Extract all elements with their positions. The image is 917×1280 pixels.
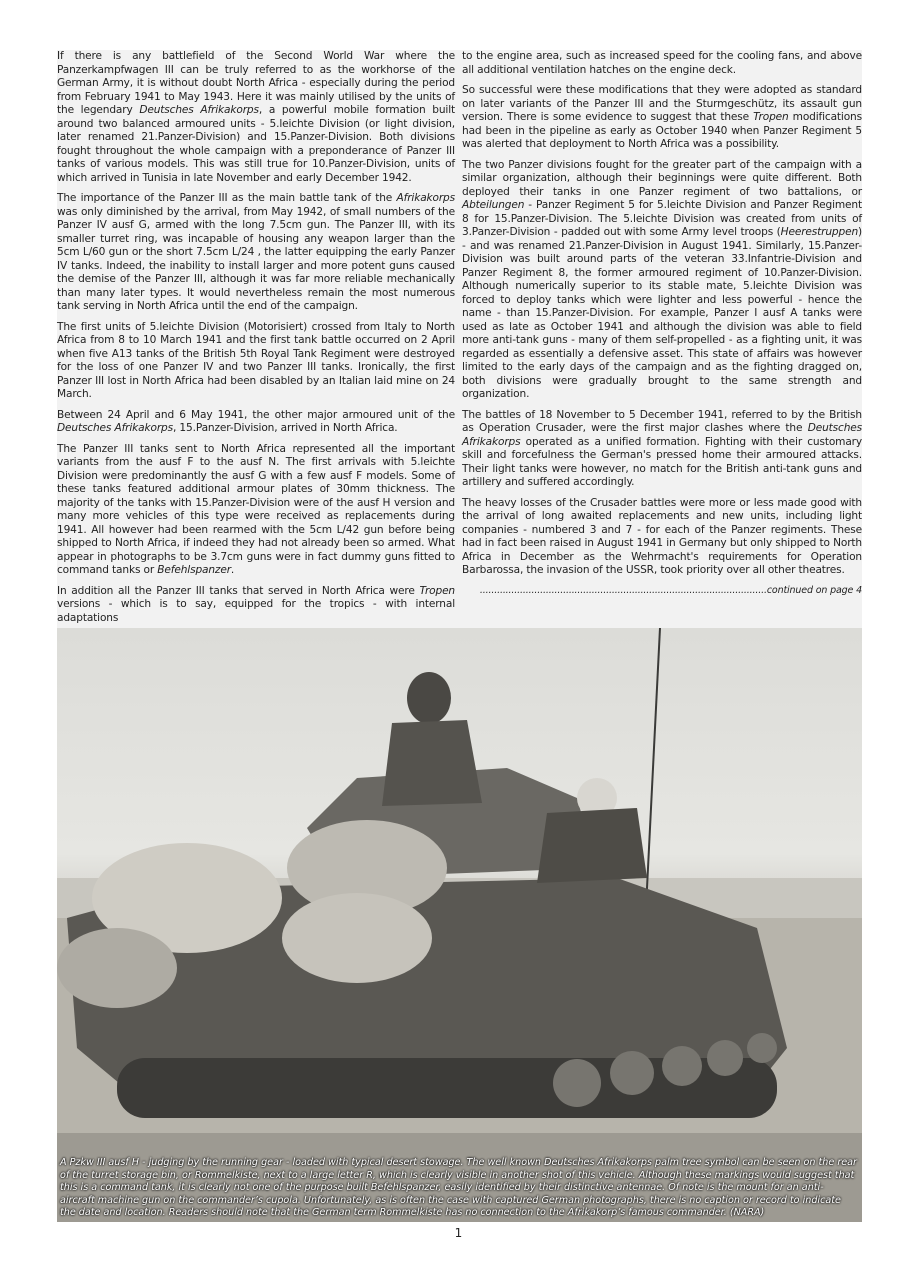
article-paragraph bbox=[57, 409, 455, 436]
italic-term: Abteilungen bbox=[462, 199, 525, 211]
text-run: , 15.Panzer-Division, arrived in North Africa. bbox=[172, 422, 398, 434]
stowage-bundle bbox=[57, 928, 177, 1008]
text-run: In addition all the Panzer III tanks that served in North Africa were bbox=[57, 584, 420, 597]
text-run: The Panzer III tanks sent to North Africa represented all the important variants from the ausf F to the ausf N. The first arrivals with 5.leichte Division were predominantly the ausf G with a few ausf F models. Some of these tanks featured additional armour plates of 30mm thickness. The majority of the tanks with 15.Panzer-Division were of the ausf H version and many more vehicles of this type were received as replacements during 1941. All however had been rearmed with the 5cm L/42 gun before being shipped to North Africa, if indeed they had not already been so armed. What appear in photographs to be 3.7cm guns were in fact dummy guns fitted to command tanks or bbox=[57, 442, 455, 576]
text-run: - Panzer Regiment 5 for 5.leichte Division and Panzer Regiment 8 for 15.Panzer-Division. The 5.leichte Division was created from units of 3.Panzer-Division - padded out with some Army level troops ( bbox=[462, 199, 862, 238]
tank-illustration bbox=[57, 628, 862, 1222]
text-run: to the engine area, such as increased speed for the cooling fans, and above all additional ventilation hatches on the engine deck. bbox=[462, 50, 862, 76]
text-run: operated as a unified formation. Fighting with their customary skill and forcefulness the German's pressed home their armoured attacks. Their light tanks were however, no match for the British anti-tank guns and artillery and suffered accordingly. bbox=[462, 435, 862, 488]
continued-note: ....................................................................................................continued on page 4 bbox=[479, 584, 862, 596]
italic-term: Deutsches Afrikakorps bbox=[462, 422, 862, 448]
italic-term: Befehlspanzer bbox=[157, 564, 231, 576]
right-column bbox=[462, 50, 862, 604]
italic-term: Heerestruppen bbox=[780, 226, 859, 238]
text-run: ) - and was renamed 21.Panzer-Division in August 1941. Similarly, 15.Panzer-Division was built around parts of the veteran 33.Infantrie-Division and Panzer Regiment 8, the former armoured regiment of 10.Panzer-Division. Although numerically superior to its stable mate, 5.leichte Division was forced to deploy tanks which were lighter and less powerful - hence the name - than 15.Panzer-Division. For example, Panzer I ausf A tanks were used as late as October 1941 and although the division was able to field more anti-tank guns - many of them self-propelled - as a fighting unit, it was regarded as essentially a defensive asset. This state of affairs was however limited to the early days of the campaign and as the fighting dragged on, both divisions were gradually brought to the same strength and organization. bbox=[462, 226, 862, 400]
commander-figure bbox=[382, 720, 482, 806]
italic-term: Deutsches Afrikakorps bbox=[57, 422, 173, 434]
text-run: The heavy losses of the Crusader battles were more or less made good with the arrival of long awaited replacements and new units, including light companies - numbered 3 and 7 - for each of the Panzer regiments. These had in fact been raised in August 1941 in Germany but only shipped to North Africa in December as the Wehrmacht's requirements for Operation Barbarossa, the invasion of the USSR, took priority over all other theatres. bbox=[462, 496, 862, 576]
page-number: 1 bbox=[454, 1226, 463, 1240]
article-paragraph bbox=[462, 497, 862, 578]
article-paragraph bbox=[57, 585, 455, 626]
commander-head bbox=[407, 672, 451, 724]
italic-term: Afrikakorps bbox=[396, 192, 455, 204]
crew-figure bbox=[537, 808, 647, 883]
italic-term: Deutsches Afrikakorps bbox=[139, 104, 259, 116]
article-paragraph bbox=[462, 159, 862, 402]
text-run: If there is any battlefield of the Second World War where the Panzerkampfwagen III can be truly referred to as the workhorse of the German Army, it is without doubt North Africa - especially during the period from February 1941 to May 1943. Here it was mainly utilised by the units of the legendary bbox=[57, 50, 455, 116]
article-paragraph bbox=[462, 409, 862, 490]
text-run: The battles of 18 November to 5 December 1941, referred to by the British as Operation Crusader, were the first major clashes where the bbox=[462, 408, 862, 434]
article-paragraph bbox=[462, 84, 862, 152]
photo-caption: A Pzkw III ausf H - judging by the running gear - loaded with typical desert stowage. The well known Deutsches Afrikakorps palm tree symbol can be seen on the rear of the turret storage bin, or Rommelkiste, next to a large letter R, which is clearly visible in another shot of this vehicle. Although these markings would suggest that this is a command tank, it is clearly not one of the purpose built Befehlspanzer, easily identified by their distinctive antennae. Of note is the mount for an anti-aircraft machine gun on the commander’s cupola. Unfortunately, as is often the case with captured German photographs, there is no caption or record to indicate the date and location. Readers should note that the German term Rommelkiste has no connection to the Afrikakorp’s famous commander. (NARA) bbox=[60, 1157, 857, 1219]
text-run: modifications had been in the pipeline as early as October 1940 when Panzer Regiment 5 was alerted that deployment to North Africa was a possibility. bbox=[462, 111, 862, 150]
left-column bbox=[57, 50, 455, 632]
text-run: . bbox=[230, 564, 235, 576]
article-text-block bbox=[57, 50, 862, 628]
text-run: So successful were these modifications that they were adopted as standard on later variants of the Panzer III and the Sturmgeschütz, its assault gun version. There is some evidence to suggest that these bbox=[462, 84, 862, 123]
italic-term: Tropen bbox=[419, 584, 455, 597]
stowage-bundle bbox=[282, 893, 432, 983]
text-run: The importance of the Panzer III as the main battle tank of the bbox=[57, 192, 397, 204]
article-paragraph bbox=[57, 192, 455, 314]
text-run: versions - which is to say, equipped for the tropics - with internal adaptations bbox=[57, 598, 455, 624]
article-paragraph bbox=[57, 443, 455, 578]
text-run: was only diminished by the arrival, from May 1942, of small numbers of the Panzer IV ausf G, armed with the long 7.5cm gun. The Panzer III, with its smaller turret ring, was incapable of housing any weapon larger than the 5cm L/60 gun or the short 7.5cm L/24 , the latter equipping the early Panzer IV tanks. Indeed, the inability to install larger and more potent guns caused the demise of the Panzer III, although it was far more reliable mechanically than many later types. It would nevertheless remain the most numerous tank serving in North Africa until the end of the campaign. bbox=[57, 205, 455, 312]
text-run: The two Panzer divisions fought for the greater part of the campaign with a similar organization, although their beginnings were quite different. Both deployed their tanks in one Panzer regiment of two battalions, or bbox=[462, 158, 862, 198]
article-paragraph bbox=[57, 50, 455, 185]
text-run: The first units of 5.leichte Division (Motorisiert) crossed from Italy to North Africa from 8 to 10 March 1941 and the first tank battle occurred on 2 April when five A13 tanks of the British 5th Royal Tank Regiment were destroyed for the loss of one Panzer IV and two Panzer III tanks. Ironically, the first Panzer III lost in North Africa had been disabled by an Italian laid mine on 24 March. bbox=[57, 320, 455, 400]
tank-photograph bbox=[57, 628, 862, 1222]
italic-term: Tropen bbox=[753, 111, 789, 123]
article-paragraph bbox=[57, 321, 455, 402]
text-run: Between 24 April and 6 May 1941, the other major armoured unit of the bbox=[57, 408, 455, 421]
article-paragraph bbox=[462, 50, 862, 77]
text-run: , a powerful mobile formation built around two balanced armoured units - 5.leichte Division (or light division, later renamed 21.Panzer-Division) and 15.Panzer-Division. Both divisions fought throughout the whole campaign with a preponderance of Panzer III tanks of various models. This was still true for 10.Panzer-Division, units of which arrived in Tunisia in late November and early December 1942. bbox=[57, 104, 455, 184]
